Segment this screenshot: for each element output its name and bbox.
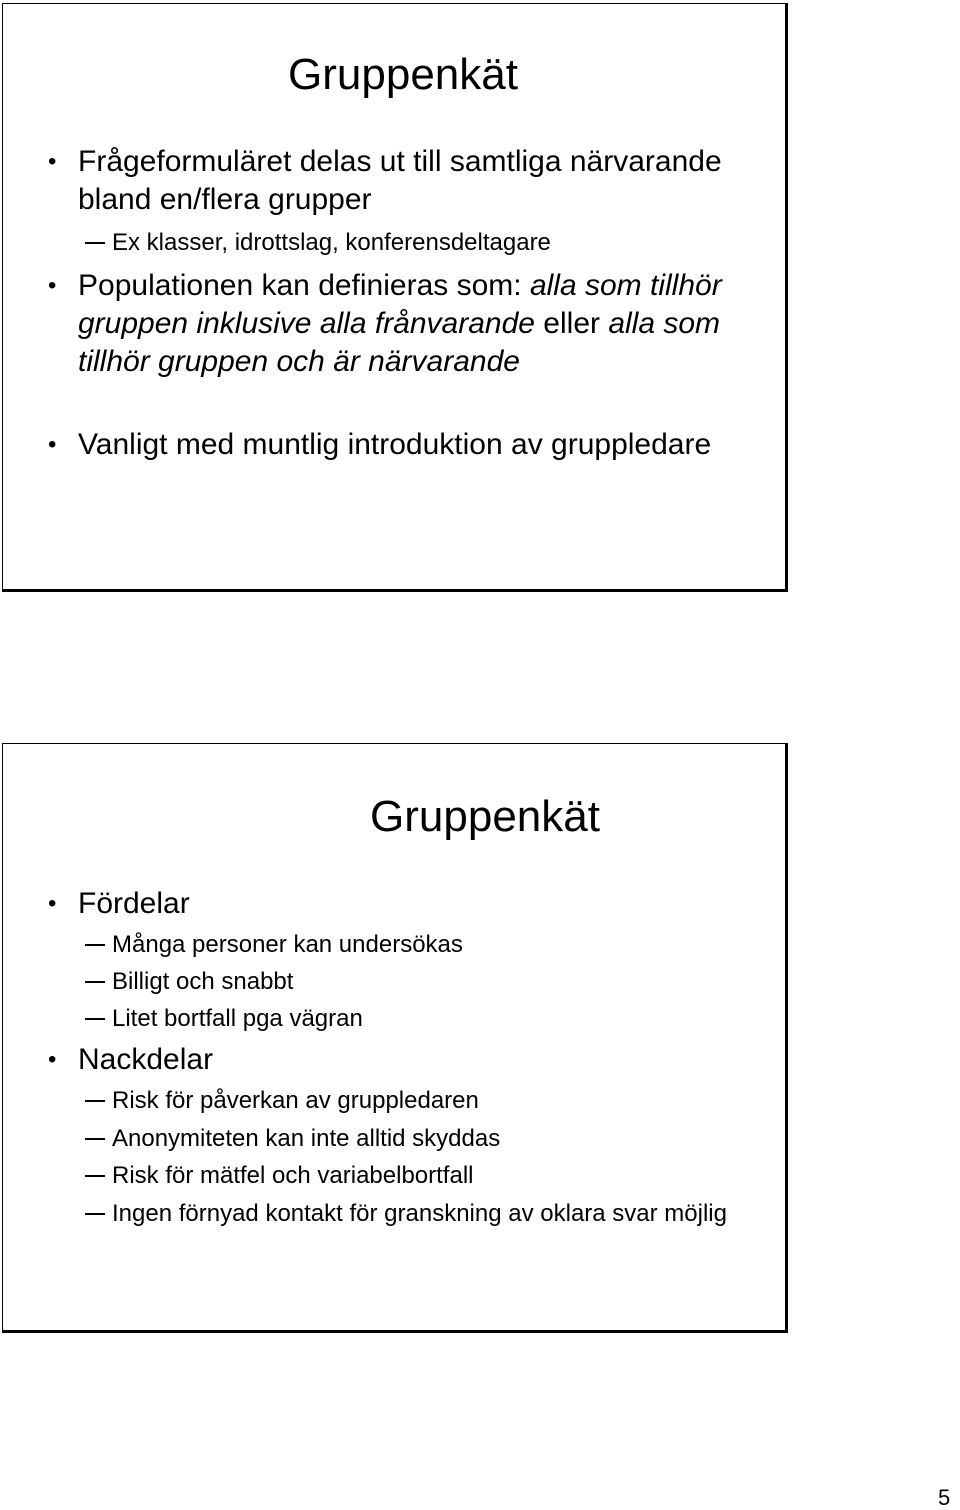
slide-2-advantages — [48, 885, 758, 923]
disadvantages-label: Nackdelar — [78, 1043, 214, 1076]
disadvantage-item — [112, 1198, 752, 1229]
advantage-item — [112, 1003, 752, 1034]
bullet-icon: • — [48, 272, 57, 299]
advantage-item — [112, 929, 752, 960]
bullet-icon: • — [48, 148, 57, 175]
bullet-icon: • — [48, 1046, 57, 1073]
disadvantage-text: Anonymiteten kan inte alltid skyddas — [112, 1125, 501, 1152]
disadvantage-text: Risk för påverkan av gruppledaren — [112, 1087, 479, 1114]
disadvantage-text: Ingen förnyad kontakt för granskning av oklara svar möjlig — [112, 1200, 727, 1227]
advantage-text: Litet bortfall pga vägran — [112, 1005, 363, 1032]
page-number: 5 — [938, 1485, 951, 1510]
disadvantage-item — [112, 1123, 752, 1154]
bullet-text: Frågeformuläret delas ut till samtliga närvarande bland en/flera grupper — [78, 145, 722, 216]
slide-1-title: Gruppenkät — [288, 50, 518, 99]
bullet-text-part-4: alla som tillhör gruppen och är närvarande — [78, 307, 721, 378]
advantages-label: Fördelar — [78, 887, 190, 920]
slide-2-disadvantages — [48, 1041, 758, 1079]
bullet-icon: • — [48, 890, 57, 917]
slide-2-title: Gruppenkät — [370, 792, 600, 841]
slide-1-bullet-3 — [48, 426, 758, 464]
slide-1-bullet-1 — [48, 143, 758, 219]
slide-1-bullet-2 — [48, 267, 758, 381]
bullet-text-part-3: eller — [534, 307, 609, 340]
bullet-text-part-2: alla som tillhör gruppen inklusive alla frånvarande — [78, 269, 722, 340]
bullet-text: Vanligt med muntlig introduktion av gruppledare — [78, 428, 712, 461]
advantage-text: Många personer kan undersökas — [112, 931, 463, 958]
bullet-icon: • — [48, 431, 57, 458]
bullet-text-part-1: Populationen kan definieras som: — [78, 269, 530, 302]
disadvantage-text: Risk för mätfel och variabelbortfall — [112, 1162, 474, 1189]
subbullet-text: Ex klasser, idrottslag, konferensdeltagare — [112, 229, 551, 256]
advantage-item — [112, 966, 752, 997]
disadvantage-item — [112, 1160, 752, 1191]
advantage-text: Billigt och snabbt — [112, 968, 294, 995]
disadvantage-item — [112, 1085, 752, 1116]
slide-1-subbullet-1 — [112, 227, 752, 258]
